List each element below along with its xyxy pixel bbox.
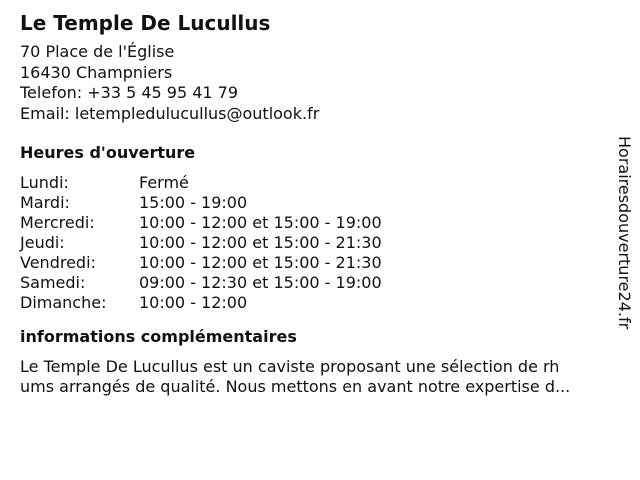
hours-row bbox=[20, 293, 382, 313]
hours-time: 10:00 - 12:00 bbox=[139, 293, 248, 312]
hours-day: Lundi: bbox=[20, 173, 69, 192]
hours-day: Mardi: bbox=[20, 193, 70, 212]
info-description bbox=[20, 357, 616, 397]
hours-time: 15:00 - 19:00 bbox=[139, 193, 248, 212]
phone-line: Telefon: +33 5 45 95 41 79 bbox=[20, 83, 239, 102]
hours-time: 10:00 - 12:00 et 15:00 - 21:30 bbox=[139, 253, 382, 272]
address-block bbox=[20, 42, 610, 124]
business-name: Le Temple De Lucullus bbox=[20, 11, 271, 35]
hours-day: Jeudi: bbox=[20, 233, 65, 252]
info-line: ums arrangés de qualité. Nous mettons en avant notre expertise d... bbox=[20, 377, 571, 396]
hours-row bbox=[20, 213, 382, 233]
hours-row bbox=[20, 173, 382, 193]
hours-row bbox=[20, 193, 382, 213]
hours-time: Fermé bbox=[139, 173, 189, 192]
hours-time: 10:00 - 12:00 et 15:00 - 21:30 bbox=[139, 233, 382, 252]
hours-row bbox=[20, 233, 382, 253]
hours-time: 09:00 - 12:30 et 15:00 - 19:00 bbox=[139, 273, 382, 292]
content bbox=[20, 10, 610, 397]
hours-day: Mercredi: bbox=[20, 213, 95, 232]
hours-day: Vendredi: bbox=[20, 253, 96, 272]
hours-table bbox=[20, 173, 382, 313]
email-line: Email: letempledulucullus@outlook.fr bbox=[20, 103, 320, 123]
street-address: 70 Place de l'Église bbox=[20, 42, 175, 61]
info-line: Le Temple De Lucullus est un caviste proposant une sélection de rh bbox=[20, 357, 560, 376]
hours-day: Samedi: bbox=[20, 273, 86, 292]
hours-row bbox=[20, 253, 382, 273]
site-watermark: Horairesdouverture24.fr bbox=[615, 136, 634, 330]
city-postcode: 16430 Champniers bbox=[20, 62, 173, 82]
hours-row bbox=[20, 273, 382, 293]
info-heading: informations complémentaires bbox=[20, 327, 297, 346]
hours-time: 10:00 - 12:00 et 15:00 - 19:00 bbox=[139, 213, 382, 232]
hours-day: Dimanche: bbox=[20, 293, 107, 312]
hours-heading: Heures d'ouverture bbox=[20, 143, 196, 162]
